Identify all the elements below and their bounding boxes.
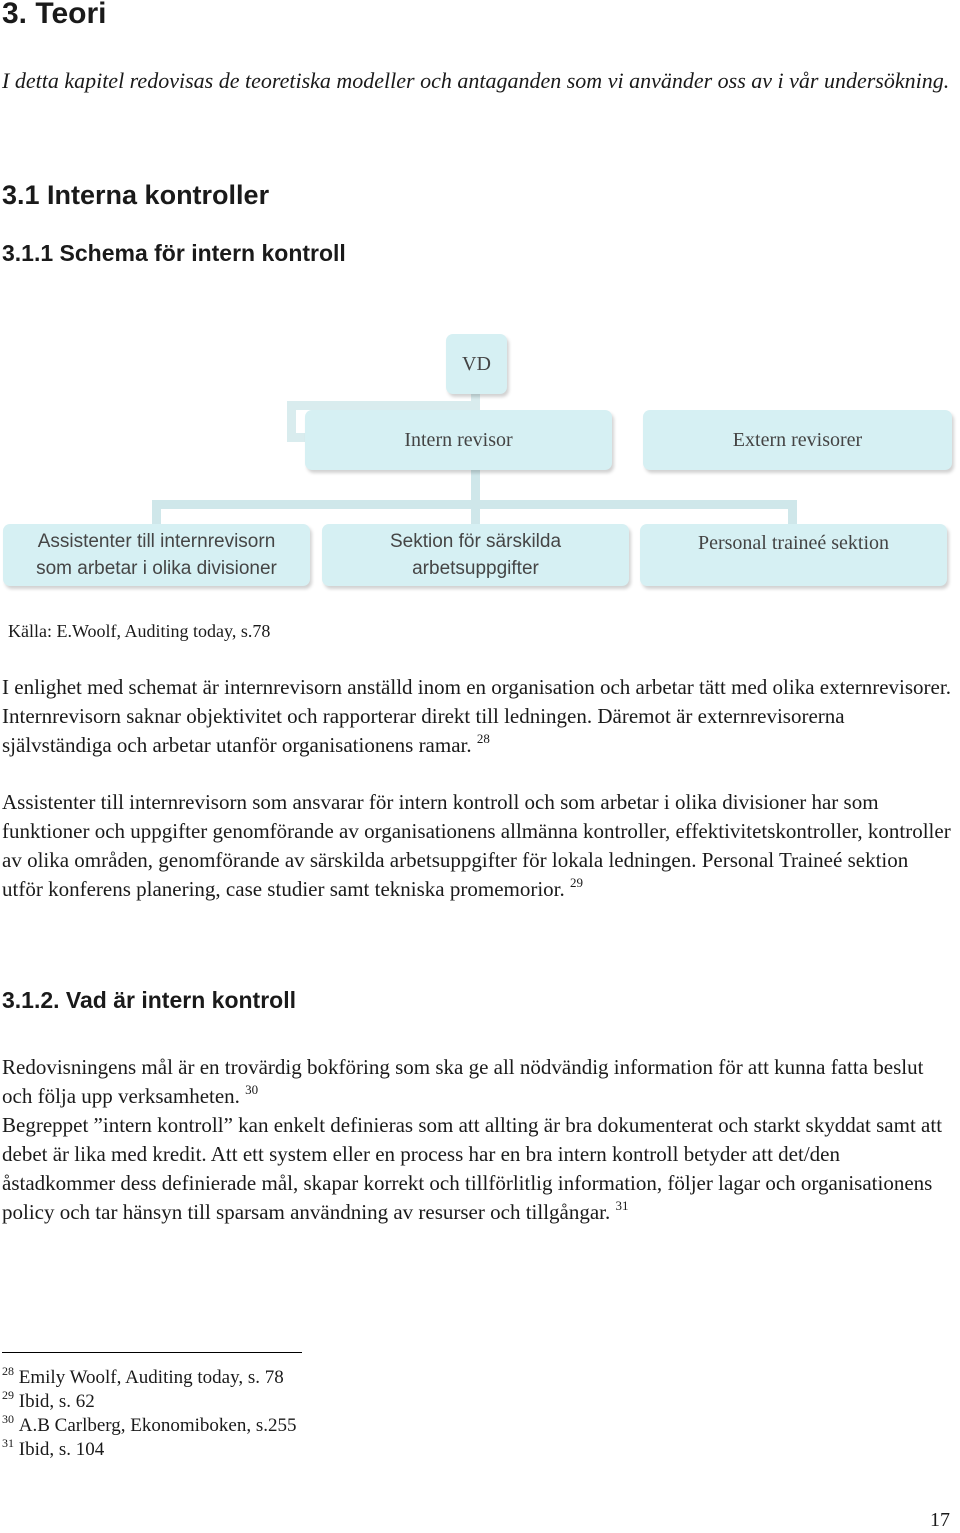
paragraph-3 [2, 1053, 952, 1111]
paragraph-1 [2, 673, 952, 760]
connector-vd-stem [471, 394, 480, 410]
footnote-31-number: 31 [2, 1436, 14, 1450]
org-node-extern-revisorer [643, 410, 952, 470]
org-node-assistenter-line1: Assistenter till internrevisorn [37, 531, 276, 552]
footnote-30 [2, 1414, 297, 1438]
paragraph-3-text: Redovisningens mål är en trovärdig bokföring som ska ge all nödvändig information för att kunna fatta beslut och följa upp verksamheten. [2, 1055, 924, 1108]
footnote-30-number: 30 [2, 1412, 14, 1426]
org-node-sektion-line1: Sektion för särskilda [389, 531, 562, 552]
footnote-ref-29: 29 [570, 875, 584, 890]
connector-vd-bracket-h [287, 401, 475, 410]
page-number: 17 [930, 1509, 950, 1531]
footnote-28 [2, 1366, 284, 1390]
connector-level3-mid [471, 500, 480, 525]
org-node-assistenter-line2: som arbetar i olika divisioner [36, 558, 277, 579]
footnote-ref-28: 28 [476, 731, 490, 746]
org-node-personal-trainee-label: Personal traineé sektion [697, 532, 890, 554]
footnote-30-text: A.B Carlberg, Ekonomiboken, s.255 [18, 1415, 297, 1436]
org-node-personal-trainee [640, 524, 947, 586]
paragraph-2 [2, 788, 952, 904]
paragraph-2-text: Assistenter till internrevisorn som ansvarar för intern kontroll och som arbetar i olika divisioner har som funktioner och uppgifter genomförande av organisationens allmänna kontroller, effektivitetskontroller, kontroller av olika områden, genomförande av särskilda arbetsuppgifter för lokala ledningen. Personal Traineé sektion utför konferens planering, case studier samt tekniska promemorior. [2, 790, 951, 901]
paragraph-4 [2, 1111, 952, 1227]
footnote-ref-30: 30 [245, 1082, 259, 1097]
paragraph-4-text: Begreppet ”intern kontroll” kan enkelt definieras som att allting är bra dokumenterat och starkt skyddat samt att debet är lika med kredit. Att ett system eller en process har en bra intern kontroll betyder att det/den åstadkommer dess definierade mål, skapar korrekt och tillförlitlig information, följer lagar och organisationens policy och tar hänsyn till sparsam användning av resurser och tillgångar. [2, 1113, 943, 1224]
section-heading: 3.1 Interna kontroller [2, 180, 270, 210]
org-node-vd-label: VD [462, 352, 491, 375]
footnote-28-text: Emily Woolf, Auditing today, s. 78 [18, 1367, 284, 1388]
org-node-intern-revisor [305, 410, 612, 470]
footnote-ref-31: 31 [615, 1198, 629, 1213]
footnote-29-number: 29 [2, 1388, 14, 1402]
org-node-extern-revisorer-label: Extern revisorer [732, 428, 863, 451]
footnote-29 [2, 1390, 95, 1414]
org-node-assistenter [3, 524, 310, 586]
source-caption: Källa: E.Woolf, Auditing today, s.78 [8, 621, 271, 641]
org-node-vd [446, 334, 507, 394]
footnote-28-number: 28 [2, 1364, 14, 1378]
chapter-intro: I detta kapitel redovisas de teoretiska modeller och antaganden som vi använder oss av i vår undersökning. [2, 68, 950, 93]
subsection-heading-vad: 3.1.2. Vad är intern kontroll [2, 987, 296, 1013]
org-node-sektion [322, 524, 629, 586]
footnote-divider [2, 1352, 302, 1353]
org-node-sektion-line2: arbetsuppgifter [412, 558, 539, 579]
connector-level3-right [788, 500, 797, 525]
footnote-31 [2, 1438, 104, 1462]
footnote-31-text: Ibid, s. 104 [18, 1439, 105, 1460]
connector-level3-left [152, 500, 161, 525]
chapter-heading: 3. Teori [2, 0, 107, 30]
paragraph-1-text: I enlighet med schemat är internrevisorn anställd inom en organisation och arbetar tätt med olika externrevisorer. Internrevisorn saknar objektivitet och rapporterar direkt till ledningen. Däremot är externrevisorerna självständiga och arbetar utanför organisationens ramar. [2, 675, 951, 757]
org-node-intern-revisor-label: Intern revisor [404, 428, 513, 451]
subsection-heading-schema: 3.1.1 Schema för intern kontroll [2, 240, 346, 266]
footnote-29-text: Ibid, s. 62 [18, 1391, 95, 1412]
